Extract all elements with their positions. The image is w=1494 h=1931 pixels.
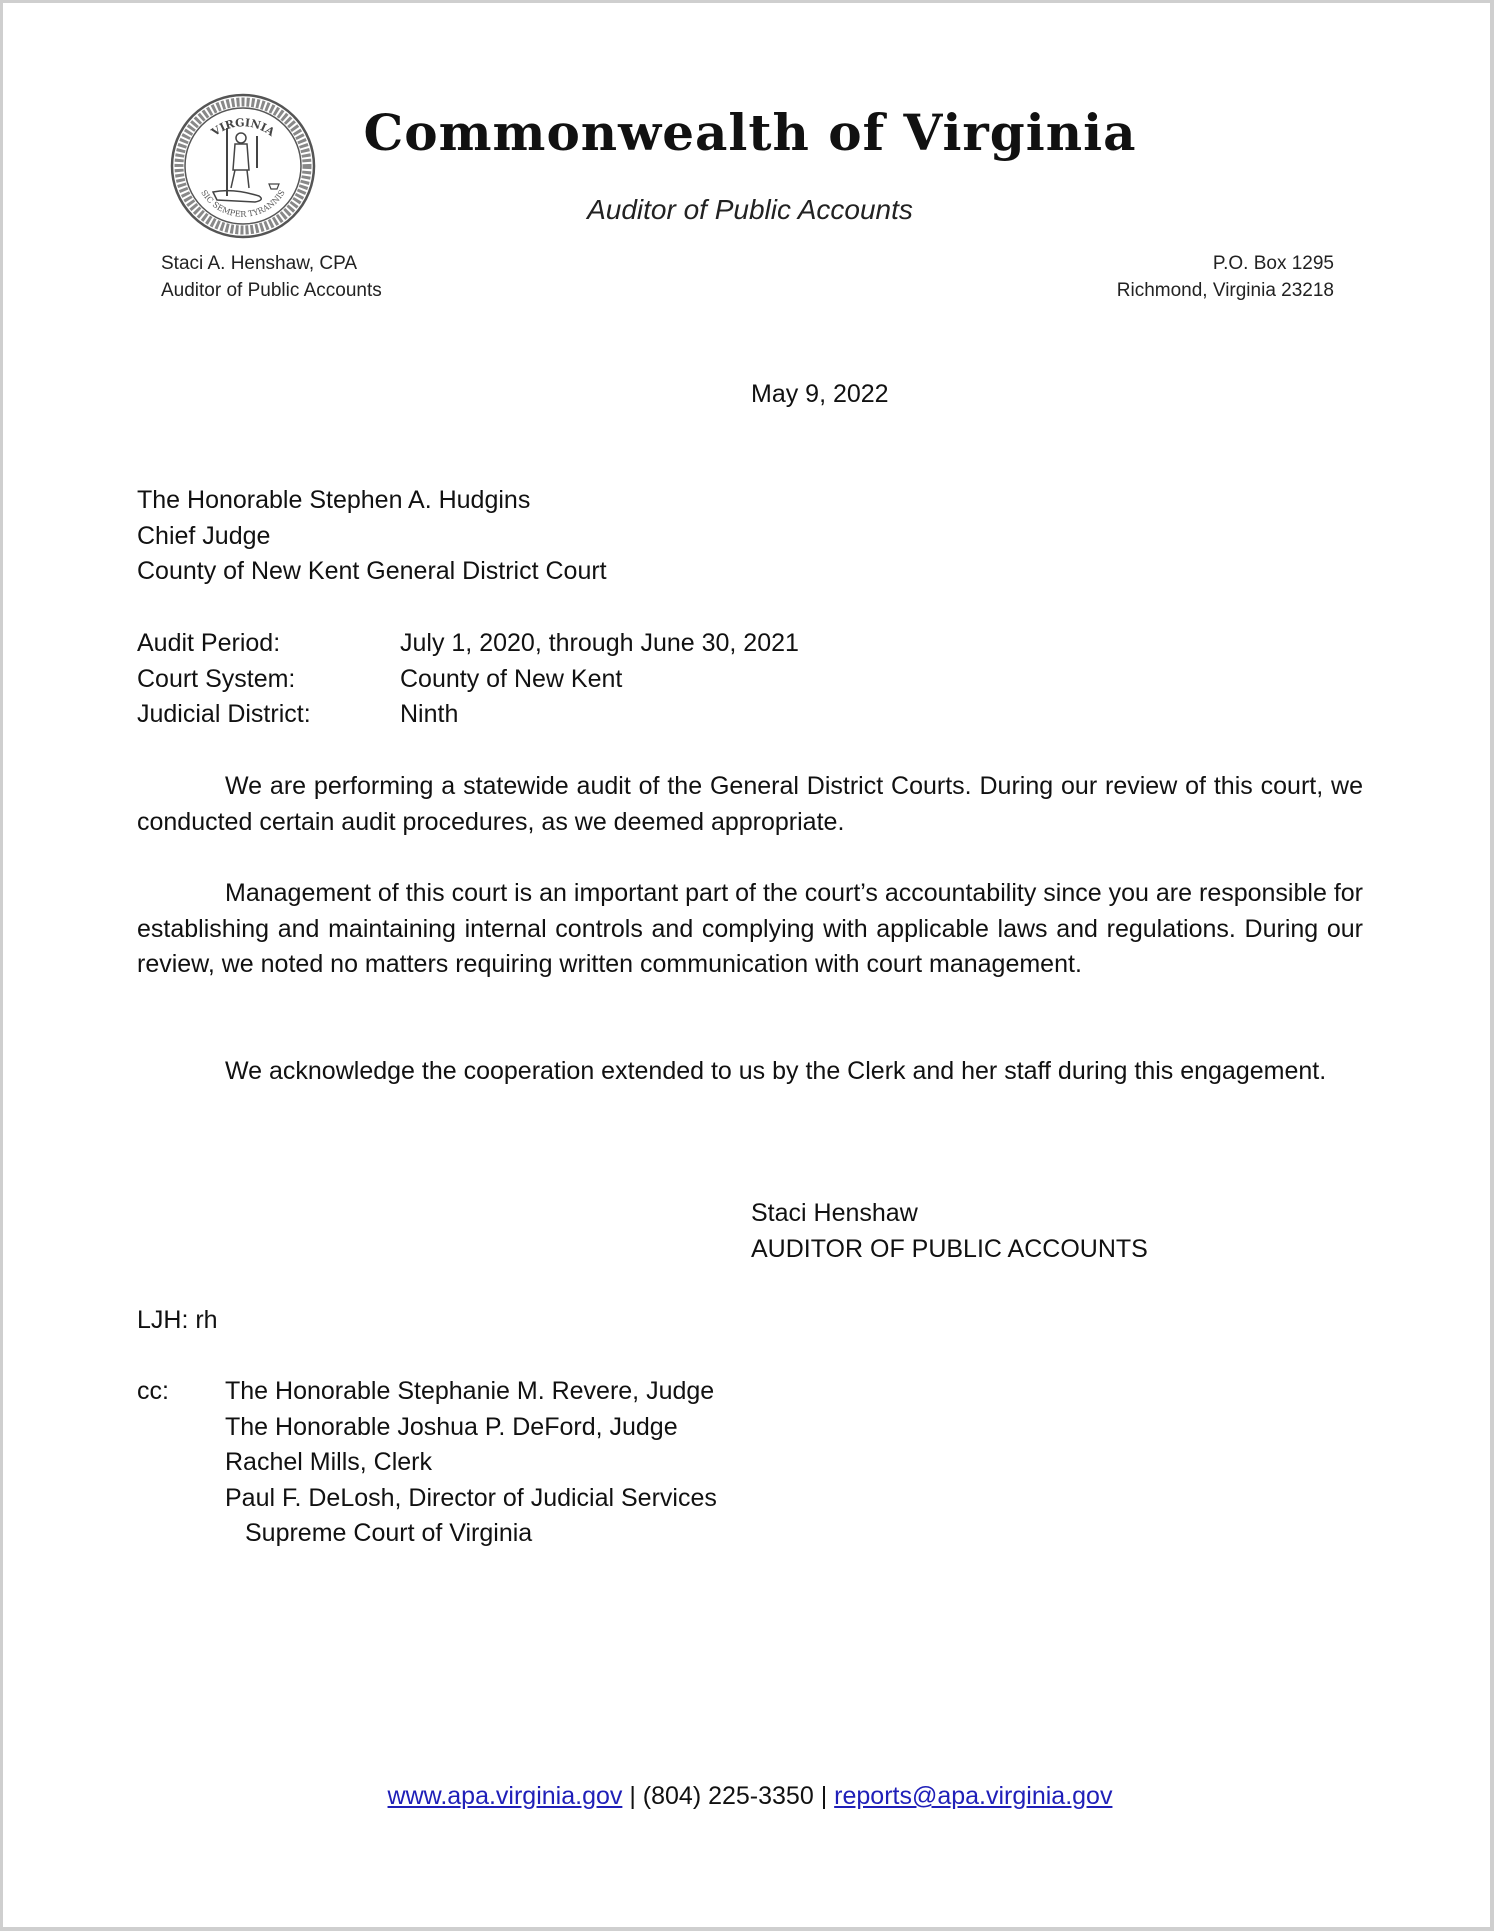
letterhead-title: Commonwealth of Virginia	[363, 103, 1137, 162]
cc-block	[137, 1374, 717, 1552]
audit-info-label: Judicial District:	[137, 700, 311, 729]
signature-name: Staci Henshaw	[751, 1199, 918, 1227]
reference-initials: LJH: rh	[137, 1306, 218, 1334]
po-box: P.O. Box 1295	[1212, 253, 1334, 274]
addressee-court: County of New Kent General District Court	[137, 557, 607, 586]
audit-info-row	[137, 662, 799, 698]
letterhead-address-block	[1117, 250, 1334, 304]
cc-label: cc:	[137, 1377, 169, 1405]
email-link[interactable]: reports@apa.virginia.gov	[834, 1782, 1113, 1810]
seal-text-bottom: SIC SEMPER TYRANNIS	[199, 188, 287, 219]
seal-text-top: VIRGINIA	[208, 116, 278, 139]
body-paragraph-3: We acknowledge the cooperation extended to us by the Clerk and her staff during this engagement.	[225, 1057, 1327, 1085]
cc-recipient-organization: Supreme Court of Virginia	[245, 1519, 533, 1548]
cc-recipient: Rachel Mills, Clerk	[225, 1448, 432, 1477]
city-state-zip: Richmond, Virginia 23218	[1116, 280, 1334, 301]
phone-number: (804) 225-3350	[642, 1782, 814, 1810]
cc-recipient: The Honorable Joshua P. DeFord, Judge	[225, 1412, 678, 1441]
letterhead-left-block	[161, 250, 382, 304]
letterhead-subtitle: Auditor of Public Accounts	[587, 194, 913, 225]
auditor-name: Staci A. Henshaw, CPA	[161, 253, 358, 274]
footer-contact	[3, 1782, 1494, 1811]
audit-info-block	[137, 626, 799, 733]
addressee-block	[137, 483, 607, 590]
letter-date: May 9, 2022	[751, 380, 889, 408]
audit-info-label: Court System:	[137, 664, 296, 693]
signature-title: AUDITOR OF PUBLIC ACCOUNTS	[751, 1234, 1148, 1263]
auditor-office: Auditor of Public Accounts	[161, 280, 382, 301]
cc-list	[225, 1374, 717, 1552]
website-link[interactable]: www.apa.virginia.gov	[387, 1782, 623, 1810]
audit-info-row	[137, 626, 799, 662]
audit-info-value: Ninth	[400, 700, 459, 729]
audit-info-value: County of New Kent	[400, 664, 623, 693]
audit-info-value: July 1, 2020, through June 30, 2021	[400, 629, 799, 657]
body-paragraph-2: Management of this court is an important part of the court’s accountability since you are responsible for establishing and maintaining internal controls and complying with applicable laws and regulations. During our review, we noted no matters requiring written communication with court management.	[137, 879, 1363, 979]
separator: |	[629, 1782, 636, 1810]
cc-recipient: Paul F. DeLosh, Director of Judicial Services	[225, 1483, 717, 1512]
separator: |	[820, 1782, 828, 1810]
body-paragraph-1: We are performing a statewide audit of the General District Courts. During our review of this court, we conducted certain audit procedures, as we deemed appropriate.	[137, 772, 1363, 836]
audit-info-label: Audit Period:	[137, 629, 281, 657]
cc-recipient: The Honorable Stephanie M. Revere, Judge	[225, 1377, 715, 1405]
audit-info-row	[137, 697, 799, 733]
signature-block	[751, 1196, 1148, 1267]
addressee-name: The Honorable Stephen A. Hudgins	[137, 486, 531, 514]
addressee-title: Chief Judge	[137, 521, 271, 550]
